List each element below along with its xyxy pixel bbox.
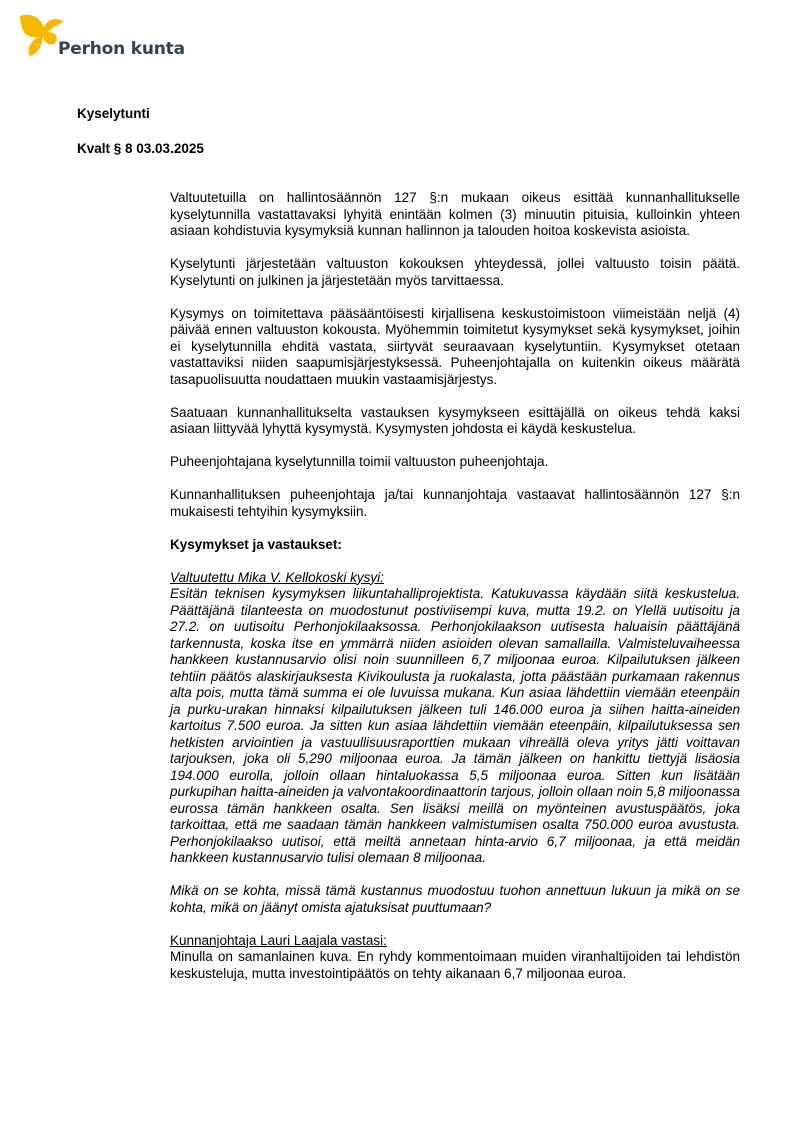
paragraph: Kysymys on toimitettava pääsääntöisesti kirjallisena keskustoimistoon viimeistään neljä (4) päivää ennen valtuuston kokousta. Myöhemmin toimitetut kysymykset sekä kysymykset, joihin ei kyselytunnilla ehditä vastata, siirtyvät seuraavaan kyselytuntiin. Kysymykset otetaan vastattaviksi niiden saapumisjärjestyksessä. Puheenjohtajalla on kuitenkin oikeus määrätä tasapuolisuutta noudattaen muukin vastaamisjärjestys. <box>170 305 740 387</box>
paragraph: Kyselytunti järjestetään valtuuston kokouksen yhteydessä, jollei valtuusto toisin päätä. Kyselytunti on julkinen ja järjestetään myös tarvittaessa. <box>170 256 740 288</box>
question-followup: Mikä on se kohta, missä tämä kustannus muodostuu tuohon annettuun lukuun ja mikä on se kohta, mikä on jäänyt omista ajatuksisat puuttumaan? <box>170 883 740 915</box>
answer-speaker: Kunnanjohtaja Lauri Laajala vastasi: <box>170 932 387 948</box>
logo <box>16 10 185 59</box>
question-speaker: Valtuutettu Mika V. Kellokoski kysyi: <box>170 569 384 585</box>
qa-heading: Kysymykset ja vastaukset: <box>170 536 342 552</box>
logo-text: Perhon kunta <box>58 39 185 59</box>
answer-text: Minulla on samanlainen kuva. En ryhdy kommentoimaan muiden viranhaltijoiden tai lehdistön keskusteluja, mutta investointipäätös on tehty aikanaan 6,7 miljoonaa euroa. <box>170 949 740 981</box>
question-text: Esitän teknisen kysymyksen liikuntahalliprojektista. Katukuvassa käydään siitä keskustelua. Päättäjänä tilanteesta on muodostunut postiviisempi kuva, mutta 19.2. on Ylellä uutisoitu ja 27.2. on uutisoitu Perhonjokilaaksossa. Perhonjokilaakson uutisesta haluaisin päättäjänä tarkennusta, koska itse en ymmärrä niiden asioiden olevan samallailla. Valmisteluvaiheessa hankkeen kustannusarvio olisi noin suunnilleen 6,7 miljoonaa euroa. Kilpailutuksen jälkeen tehtiin päätös alaskirjauksesta Kivikoulusta ja ruokalasta, jotta päästään purkamaan rakennus alta pois, mutta tämä summa ei ole luvuissa mukana. Kun asiaa lähdettiin viemään eteenpäin ja purku-urakan hinnaksi kilpailutuksen jälkeen tuli 146.000 euroa ja siihen haitta-aineiden kartoitus 7.500 euroa. Ja sitten kun asiaa lähdettiin viemään eteenpäin, kilpailutuksessa sen hetkisten arviointien ja vastuullisuusraporttien mukaan vihreällä oleva yritys jätti voittavan tarjouksen, joka oli 5,290 miljoonaa euroa. Ja tämän jälkeen on hankittu tiettyjä lisäosia 194.000 eurolla, jolloin ollaan hintaluokassa 5,5 miljoonaa euroa. Sitten kun lisätään purkupihan haitta-aineiden ja valvontakoordinaattorin tarjous, jolloin ollaan noin 5,8 miljoonassa eurossa tämän hankkeen osalta. Sen lisäksi meillä on myönteinen avustuspäätös, joka tarkoittaa, että me saadaan tämän hankkeen valmistumisen osalta 750.000 euroa avustusta. Perhonjokilaakso uutisoi, että meiltä annetaan hinta-arvio 6,7 miljoonaa, ja että meidän hankkeen kustannusarvio tulisi olemaan 8 miljoonaa. <box>170 586 740 865</box>
paragraph: Valtuutetuilla on hallintosäännön 127 §:n mukaan oikeus esittää kunnanhallitukselle kyselytunnilla vastattavaksi lyhyitä enintään kolmen (3) minuutin pituisia, kulloinkin yhteen asiaan kohdistuvia kysymyksiä kunnan hallinnon ja talouden hoitoa koskevista asioista. <box>170 190 740 238</box>
document-body <box>170 190 740 999</box>
paragraph: Kunnanhallituksen puheenjohtaja ja/tai kunnanjohtaja vastaavat hallintosäännön 127 §:n mukaisesti tehtyihin kysymyksiin. <box>170 487 740 519</box>
meeting-reference: Kvalt § 8 03.03.2025 <box>77 141 204 156</box>
question-block <box>170 570 740 867</box>
document-title: Kyselytunti <box>77 106 150 121</box>
paragraph: Puheenjohtajana kyselytunnilla toimii valtuuston puheenjohtaja. <box>170 454 549 469</box>
paragraph: Saatuaan kunnanhallitukselta vastauksen kysymykseen esittäjällä on oikeus tehdä kaksi asiaan liittyvää lyhyttä kysymystä. Kysymysten johdosta ei käydä keskustelua. <box>170 404 740 436</box>
answer-block <box>170 933 740 983</box>
